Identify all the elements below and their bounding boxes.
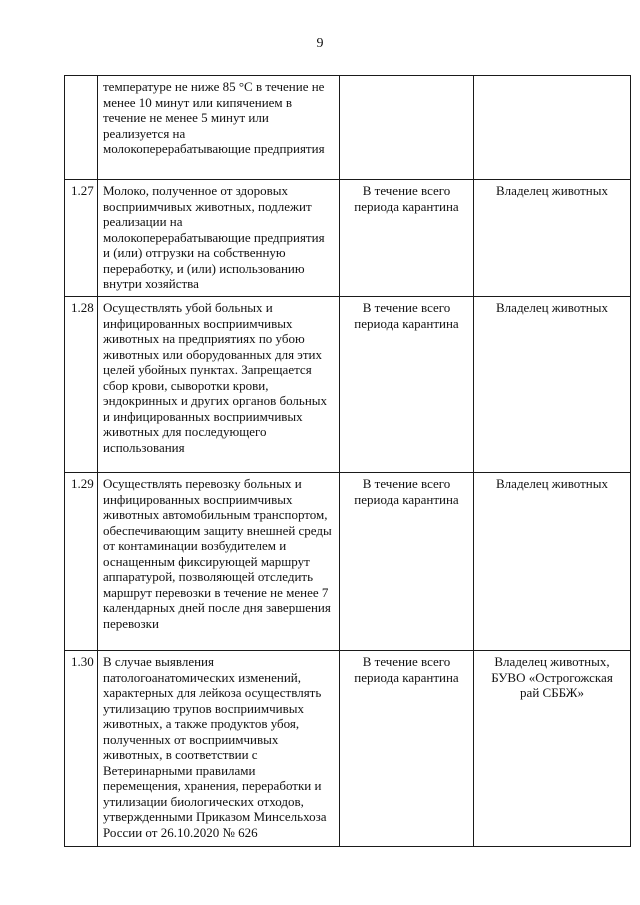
responsible-cell: [474, 473, 631, 651]
responsible-line: рай СББЖ»: [520, 685, 584, 700]
term-cell: [340, 473, 474, 651]
term-cell: [340, 180, 474, 297]
text-line: инфицированных восприимчивых: [103, 315, 293, 331]
term-line: периода карантина: [354, 198, 459, 214]
text-line: животных, а также продуктов убоя,: [103, 716, 300, 731]
text-line: животных на предприятиях по убою: [103, 331, 305, 346]
text-line: патологоанатомических изменений,: [103, 669, 302, 685]
text-line: температуре не ниже 85 °С в течение не: [103, 79, 325, 94]
row-number: 1.29: [65, 473, 98, 651]
row-number: 1.27: [65, 180, 98, 297]
text-line: и инфицированных восприимчивых: [103, 408, 303, 424]
text-line: Молоко, полученное от здоровых: [103, 183, 289, 198]
page-number: 9: [316, 36, 324, 51]
text-line: молокоперерабатывающие предприятия: [103, 141, 325, 156]
term-cell: [340, 297, 474, 473]
text-line: реализуется на: [103, 125, 186, 141]
text-line: инфицированных восприимчивых: [103, 491, 293, 507]
text-line: животных или оборудованных для этих: [103, 346, 323, 362]
responsible-line: Владелец животных: [496, 476, 608, 491]
text-line: эндокринных и других органов больных: [103, 393, 328, 408]
text-line: характерных для лейкоза осуществлять: [103, 685, 322, 700]
text-line: и (или) отгрузки на собственную: [103, 245, 286, 260]
measure-description: [98, 651, 340, 847]
text-line: животных автомобильным транспортом,: [103, 507, 328, 522]
text-line: сбор крови, сыворотки крови,: [103, 377, 269, 393]
text-line: течение не менее 5 минут или: [103, 110, 269, 125]
measure-description: [98, 473, 340, 651]
text-line: утилизации биологических отходов,: [103, 793, 304, 809]
text-line: переработку, и (или) использованию: [103, 260, 305, 276]
term-line: периода карантина: [354, 491, 459, 507]
text-line: молокоперерабатывающие предприятия: [103, 229, 325, 245]
row-number: [65, 76, 98, 180]
text-line: менее 10 минут или кипячением в: [103, 94, 293, 110]
responsible-cell: [474, 76, 631, 180]
term-cell: [340, 76, 474, 180]
responsible-line: Владелец животных,: [494, 654, 610, 669]
text-line: от контаминации возбудителем и: [103, 538, 287, 553]
text-line: животных, в соответствии с: [103, 747, 258, 762]
responsible-cell: [474, 180, 631, 297]
text-line: Осуществлять убой больных и: [103, 300, 273, 315]
term-line: В течение всего: [362, 476, 451, 491]
text-line: аппаратурой, позволяющей отследить: [103, 569, 314, 584]
measure-description: [98, 297, 340, 473]
term-cell: [340, 651, 474, 847]
text-line: реализации на: [103, 214, 183, 229]
term-line: В течение всего: [362, 183, 451, 198]
responsible-cell: [474, 651, 631, 847]
term-line: периода карантина: [354, 669, 459, 685]
text-line: маршрут перевозки в течение не менее 7: [103, 584, 329, 600]
term-line: В течение всего: [362, 300, 451, 315]
text-line: обеспечивающим защиту внешней среды: [103, 522, 332, 538]
term-line: периода карантина: [354, 315, 459, 331]
text-line: оснащенным фиксирующей маршрут: [103, 553, 310, 569]
text-line: календарных дней после дня завершения: [103, 600, 331, 615]
text-line: животных для последующего: [103, 424, 267, 439]
text-line: перемещения, хранения, переработки и: [103, 778, 322, 793]
responsible-cell: [474, 297, 631, 473]
row-number: 1.28: [65, 297, 98, 473]
responsible-line: Владелец животных: [496, 300, 608, 315]
text-line: утвержденными Приказом Минсельхоза: [103, 809, 327, 824]
table-row: [65, 76, 631, 180]
table-row: [65, 473, 631, 651]
text-line: России от 26.10.2020 № 626: [103, 824, 258, 840]
text-line: В случае выявления: [103, 654, 214, 669]
measures-table: [64, 75, 631, 847]
text-line: полученных от восприимчивых: [103, 731, 279, 747]
term-line: В течение всего: [362, 654, 451, 669]
text-line: целей убойных пунктах. Запрещается: [103, 362, 312, 377]
text-line: восприимчивых животных, подлежит: [103, 198, 312, 214]
responsible-line: БУВО «Острогожская: [491, 669, 613, 685]
table-row: [65, 651, 631, 847]
measure-description: [98, 180, 340, 297]
text-line: внутри хозяйства: [103, 276, 199, 291]
text-line: использования: [103, 439, 185, 455]
table-row: [65, 180, 631, 297]
table-row: [65, 297, 631, 473]
measure-description: [98, 76, 340, 180]
text-line: Осуществлять перевозку больных и: [103, 476, 302, 491]
text-line: Ветеринарными правилами: [103, 762, 256, 778]
text-line: перевозки: [103, 615, 159, 631]
row-number: 1.30: [65, 651, 98, 847]
text-line: утилизацию трупов восприимчивых: [103, 700, 304, 716]
responsible-line: Владелец животных: [496, 183, 608, 198]
